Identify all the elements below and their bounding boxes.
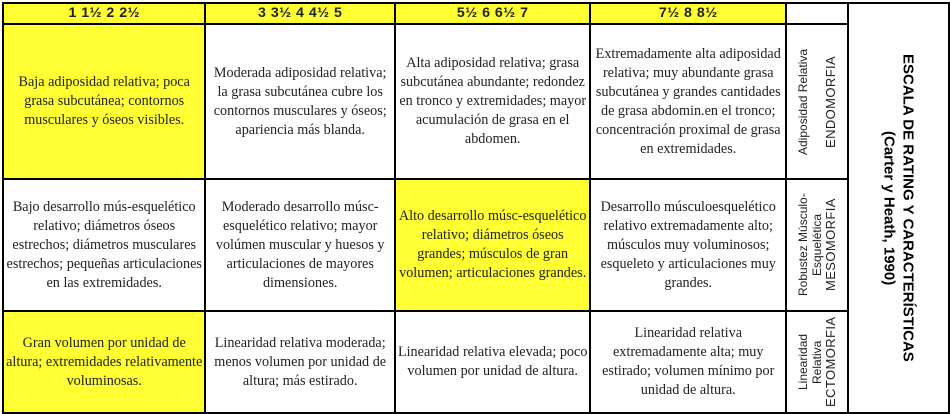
scale-title-cell: [848, 3, 949, 413]
mesomorphy-cell-3: Alto desarrollo músc-esquelético relativo; diámetros óseos grandes; músculos de gran volumen; articulaciones grandes.: [395, 179, 590, 311]
ectomorphy-label-cell: [786, 311, 848, 413]
ectomorphy-component: Linearidad Relativa: [796, 333, 825, 391]
ectomorphy-label: ECTOMORFIA: [823, 316, 839, 408]
endomorphy-cell-1: Baja adiposidad relativa; poca grasa subcutánea; contornos musculares y óseos visibles.: [3, 24, 205, 179]
mesomorphy-cell-1: Bajo desarrollo mús-esquelético relativo; diámetros óseos estrechos; diámetros musculares estrechos; pequeñas articulaciones en las extremidades.: [3, 179, 205, 311]
rating-header-row: [3, 3, 949, 24]
mesomorphy-cell-4: Desarrollo músculoesquelético relativo extremadamente alto; músculos muy voluminosos; esqueleto y articulaciones muy grandes.: [590, 179, 786, 311]
rating-range-1: 1 1½ 2 2½: [3, 3, 205, 24]
ectomorphy-cell-4: Linearidad relativa extremadamente alta; muy estirado; volumen mínimo por unidad de altura.: [590, 311, 786, 413]
endomorphy-cell-2: Moderada adiposidad relativa; la grasa subcutánea cubre los contornos musculares y óseos; apariencia más blanda.: [205, 24, 395, 179]
endomorphy-component: Adiposidad Relativa: [796, 48, 811, 155]
mesomorphy-label-cell: [786, 179, 848, 311]
mesomorphy-component: Robustez Músculo-Esquelética: [796, 193, 825, 297]
scale-title: [879, 54, 917, 362]
endomorphy-label: ENDOMORFIA: [823, 55, 839, 148]
mesomorphy-label: MESOMORFIA: [823, 198, 839, 292]
header-blank-cell: [786, 3, 848, 24]
rating-range-3: 5½ 6 6½ 7: [395, 3, 590, 24]
ectomorphy-row: [3, 311, 949, 413]
ectomorphy-cell-1: Gran volumen por unidad de altura; extremidades relativamente voluminosas.: [3, 311, 205, 413]
mesomorphy-cell-2: Moderado desarrollo músc-esquelético relativo; mayor volúmen muscular y huesos y articulaciones de mayores dimensiones.: [205, 179, 395, 311]
mesomorphy-row: [3, 179, 949, 311]
ectomorphy-cell-2: Linearidad relativa moderada; menos volumen por unidad de altura; más estirado.: [205, 311, 395, 413]
endomorphy-cell-4: Extremadamente alta adiposidad relativa; muy abundante grasa subcutánea y grandes cantidades de grasa abdomin.en el tronco; concentración proximal de grasa en extremidades.: [590, 24, 786, 179]
rating-range-4: 7½ 8 8½: [590, 3, 786, 24]
somatotype-rating-table: [2, 2, 950, 414]
ectomorphy-cell-3: Linearidad relativa elevada; poco volumen por unidad de altura.: [395, 311, 590, 413]
scale-title-main: ESCALA DE RATING Y CARACTERÍSTICAS: [899, 54, 917, 362]
endomorphy-label-cell: [786, 24, 848, 179]
rating-range-2: 3 3½ 4 4½ 5: [205, 3, 395, 24]
endomorphy-cell-3: Alta adiposidad relativa; grasa subcutánea abundante; redondez en tronco y extremidades; mayor acumulación de grasa en el abdomen.: [395, 24, 590, 179]
scale-title-citation: (Carter y Heath, 1990): [880, 130, 898, 286]
endomorphy-row: [3, 24, 949, 179]
